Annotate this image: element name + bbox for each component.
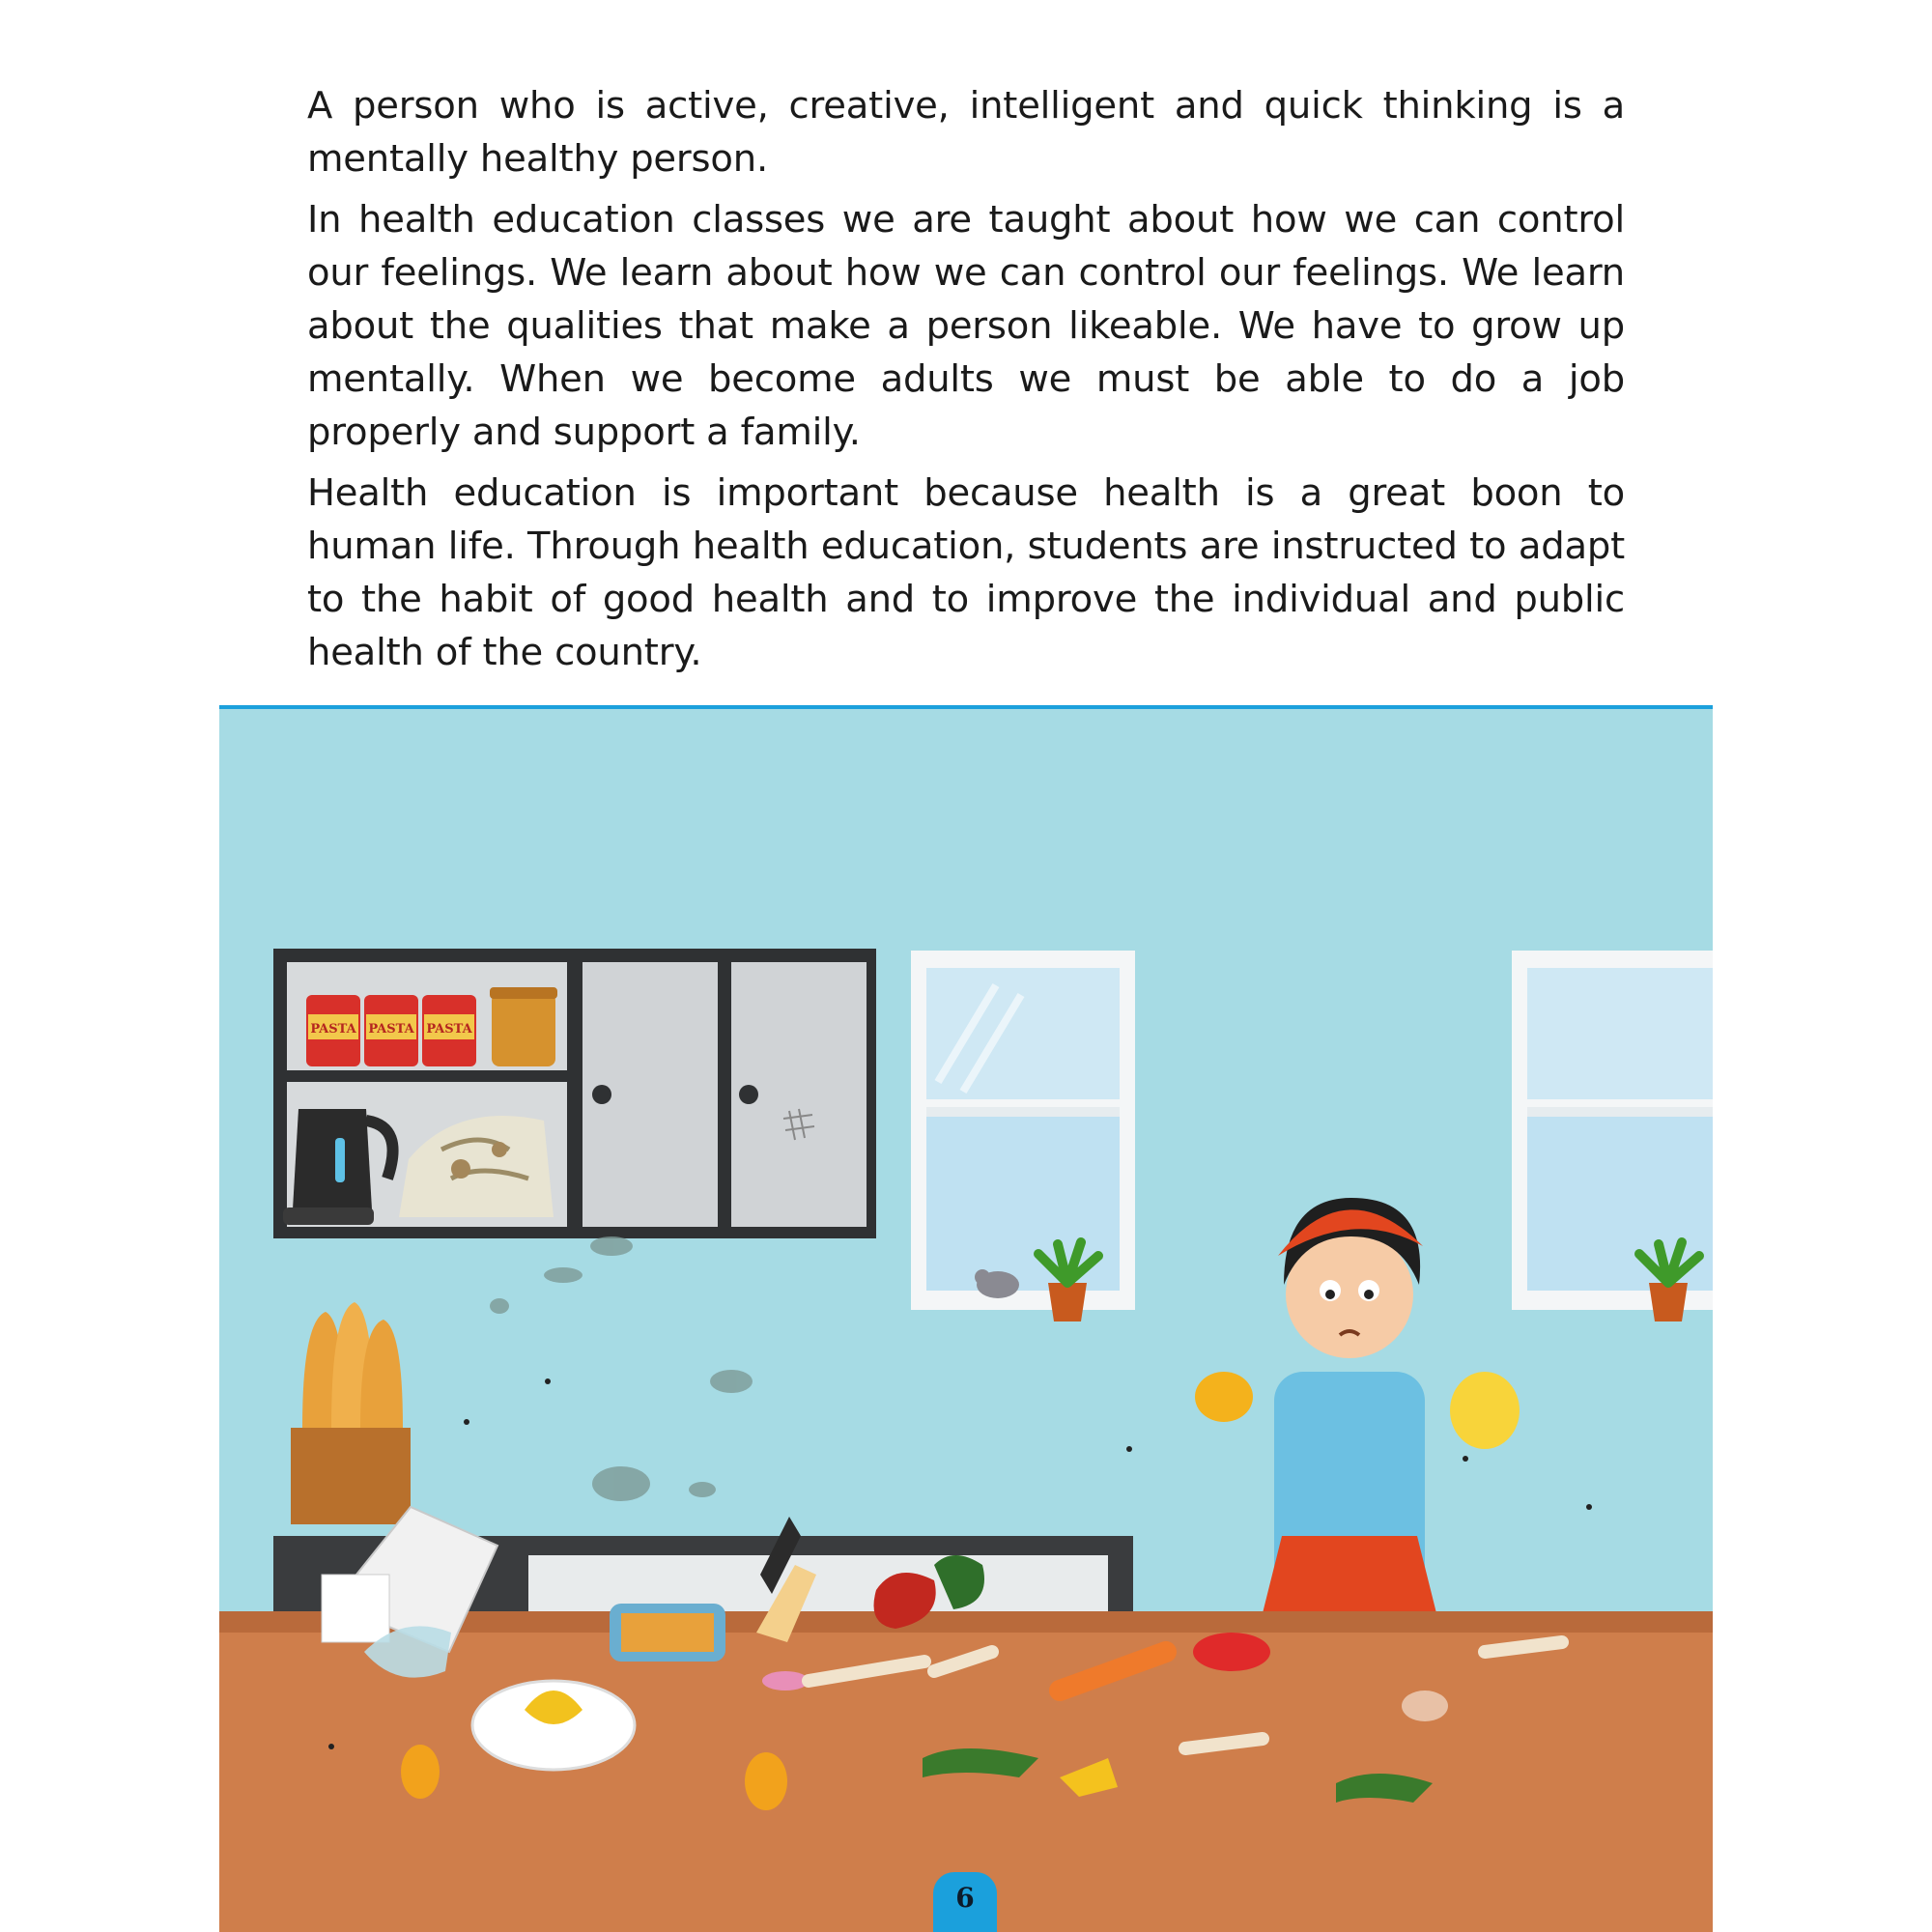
page-number-badge (933, 1872, 997, 1932)
messy-kitchen-illustration (219, 705, 1713, 1932)
window-right (1512, 951, 1713, 1310)
top-accent-line (219, 705, 1713, 709)
can-label: PASTA (368, 1022, 414, 1037)
body-text (307, 79, 1625, 687)
paragraph: In health education classes we are taught about how we can control our feelings. We learn about how we can control our feelings. We learn about the qualities that make a person likeable. We have to grow up mentally. When we become adults we must be able to do a job properly and support a family. (307, 198, 1625, 454)
paragraph: A person who is active, creative, intelligent and quick thinking is a mentally healthy person. (307, 84, 1625, 181)
paragraph: Health education is important because health is a great boon to human life. Through health education, students are instructed to adapt to the habit of good health and to improve the individual and public health of the country. (307, 471, 1625, 674)
can-label: PASTA (426, 1022, 472, 1037)
pasta-cans (306, 987, 557, 1066)
page-number: 6 (955, 1882, 975, 1914)
can-label: PASTA (310, 1022, 356, 1037)
